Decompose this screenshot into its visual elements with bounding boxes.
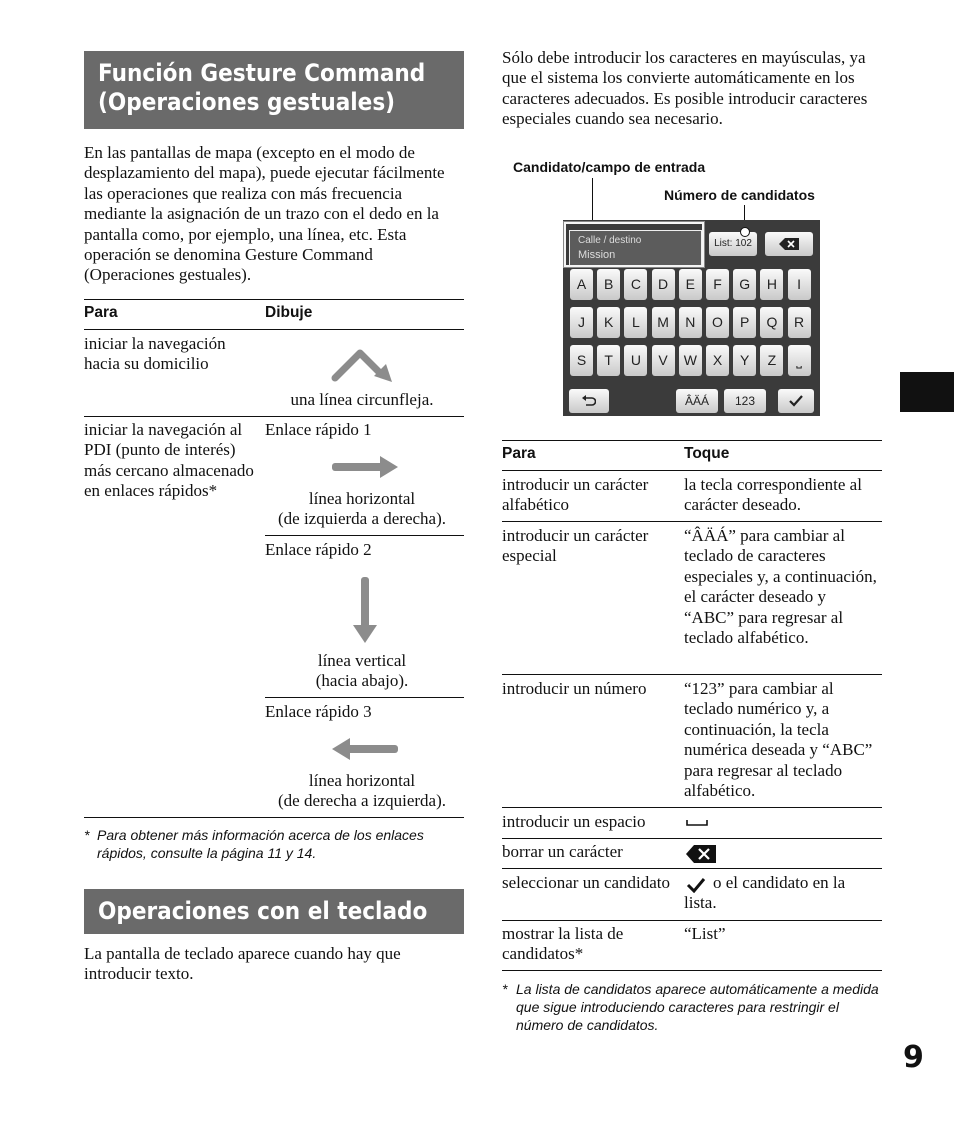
kb-header-rule bbox=[502, 470, 882, 471]
key-7[interactable]: Y bbox=[733, 345, 756, 376]
number-key[interactable]: 123 bbox=[724, 389, 766, 413]
key-7[interactable]: P bbox=[733, 307, 756, 338]
gesture-intro: En las pantallas de mapa (excepto en el modo de desplazamiento del mapa), puede ejecutar fácilmente las operaciones que realiza con más frecuencia mediante la asignación de un trazo con el dedo en la pantalla como, por ejemplo, una línea, etc. Esta operación se denomina Gesture Command (Operaciones gestuales). bbox=[84, 143, 445, 285]
link2-rule bbox=[265, 697, 464, 698]
heading-line-1: Función Gesture Command bbox=[98, 59, 426, 87]
key-9[interactable]: ⎵ bbox=[788, 345, 811, 376]
key-7[interactable]: G bbox=[733, 269, 756, 300]
link3-desc1: línea horizontal bbox=[308, 771, 416, 790]
section-heading-keyboard bbox=[84, 889, 464, 934]
kb-col-header-para: Para bbox=[502, 445, 536, 462]
kb-r2-rule bbox=[502, 674, 882, 675]
kb-r5-rule bbox=[502, 868, 882, 869]
link2-title: Enlace rápido 2 bbox=[265, 540, 372, 559]
kb-r3-toque: “123” para cambiar al teclado numérico y, a continuación, la tecla numérica deseada y “ABC” para regresar al teclado alfabético. bbox=[684, 679, 873, 801]
header-rule bbox=[84, 329, 464, 330]
keyboard-intro: La pantalla de teclado aparece cuando hay que introducir texto. bbox=[84, 944, 401, 984]
kb-r2-toque: “ÂÄÁ” para cambiar al teclado de caracteres especiales y, a continuación, el carácter deseado y “ABC” para regresar al teclado alfabético. bbox=[684, 526, 877, 648]
kb-footnote: La lista de candidatos aparece automáticamente a medida que sigue introduciendo caracteres para restringir el número de candidatos. bbox=[516, 981, 879, 1033]
key-3[interactable]: L bbox=[624, 307, 647, 338]
arrow-right-icon bbox=[330, 455, 400, 479]
circumflex-gesture-icon bbox=[330, 345, 400, 385]
right-intro: Sólo debe introducir los caracteres en mayúsculas, ya que el sistema los convierte automáticamente en los caracteres adecuados. Es posible introducir caracteres especiales cuando sea necesario. bbox=[502, 48, 868, 129]
key-5[interactable]: W bbox=[679, 345, 702, 376]
key-8[interactable]: Q bbox=[760, 307, 783, 338]
key-9[interactable]: I bbox=[788, 269, 811, 300]
kb-r5-para: borrar un carácter bbox=[502, 842, 623, 861]
key-1[interactable]: J bbox=[570, 307, 593, 338]
link1-desc1: línea horizontal bbox=[308, 489, 416, 508]
backspace-icon bbox=[779, 238, 799, 250]
callout-count-label: Número de candidatos bbox=[664, 187, 815, 203]
link3-title: Enlace rápido 3 bbox=[265, 702, 372, 721]
col-header-para: Para bbox=[84, 304, 118, 321]
chapter-tab-marker bbox=[900, 372, 954, 412]
key-2[interactable]: B bbox=[597, 269, 620, 300]
key-2[interactable]: K bbox=[597, 307, 620, 338]
key-4[interactable]: M bbox=[652, 307, 675, 338]
list-button[interactable]: List: 102 bbox=[709, 232, 757, 256]
candidate-highlight bbox=[564, 222, 704, 267]
field-label: Calle / destino bbox=[578, 235, 642, 246]
link1-rule bbox=[265, 535, 464, 536]
special-chars-key[interactable]: ÂÄÁ bbox=[676, 389, 718, 413]
kb-r1-toque: la tecla correspondiente al carácter deseado. bbox=[684, 475, 862, 515]
key-3[interactable]: U bbox=[624, 345, 647, 376]
key-5[interactable]: E bbox=[679, 269, 702, 300]
return-arrow-icon bbox=[582, 395, 596, 407]
footnote-mark: * bbox=[84, 827, 90, 843]
link1-title: Enlace rápido 1 bbox=[265, 420, 372, 439]
link3-desc2: (de derecha a izquierda). bbox=[278, 791, 446, 810]
kb-footnote-mark: * bbox=[502, 981, 508, 997]
check-icon bbox=[789, 395, 803, 407]
table-top-rule bbox=[84, 299, 464, 300]
kb-r7-toque: “List” bbox=[684, 924, 726, 943]
key-6[interactable]: X bbox=[706, 345, 729, 376]
kb-table-top-rule bbox=[502, 440, 882, 441]
key-8[interactable]: H bbox=[760, 269, 783, 300]
kb-r6-rule bbox=[502, 920, 882, 921]
table-bottom-rule bbox=[84, 817, 464, 818]
row1-rule bbox=[84, 416, 464, 417]
gesture-footnote: Para obtener más información acerca de los enlaces rápidos, consulte la página 11 y 14. bbox=[97, 827, 424, 861]
key-1[interactable]: A bbox=[570, 269, 593, 300]
heading-keyboard-text: Operaciones con el teclado bbox=[98, 897, 428, 925]
kb-r6-para: seleccionar un candidato bbox=[502, 873, 671, 892]
kb-r2-para: introducir un carácter especial bbox=[502, 526, 649, 566]
key-8[interactable]: Z bbox=[760, 345, 783, 376]
delete-key-icon bbox=[686, 845, 716, 863]
kb-r6-toque: o el candidato en la lista. bbox=[684, 873, 846, 913]
key-9[interactable]: R bbox=[788, 307, 811, 338]
callout-count-dot bbox=[740, 227, 750, 237]
key-4[interactable]: D bbox=[652, 269, 675, 300]
key-6[interactable]: F bbox=[706, 269, 729, 300]
kb-table-bottom-rule bbox=[502, 970, 882, 971]
row2-para: iniciar la navegación al PDI (punto de interés) más cercano almacenado en enlaces rápidos* bbox=[84, 420, 254, 501]
kb-r7-para: mostrar la lista de candidatos* bbox=[502, 924, 624, 964]
key-4[interactable]: V bbox=[652, 345, 675, 376]
section-heading-gesture bbox=[84, 51, 464, 129]
kb-r3-para: introducir un número bbox=[502, 679, 647, 698]
kb-r1-para: introducir un carácter alfabético bbox=[502, 475, 649, 515]
kb-r4-rule bbox=[502, 838, 882, 839]
key-5[interactable]: N bbox=[679, 307, 702, 338]
kb-r4-para: introducir un espacio bbox=[502, 812, 646, 831]
kb-r3-rule bbox=[502, 807, 882, 808]
arrow-down-icon bbox=[352, 575, 378, 645]
link2-desc1: línea vertical bbox=[317, 651, 407, 670]
key-2[interactable]: T bbox=[597, 345, 620, 376]
row1-dibuje: una línea circunfleja. bbox=[290, 390, 434, 409]
page-number: 9 bbox=[903, 1040, 924, 1075]
back-key[interactable] bbox=[569, 389, 609, 413]
row1-para: iniciar la navegación hacia su domicilio bbox=[84, 334, 226, 374]
kb-r1-rule bbox=[502, 521, 882, 522]
callout-candidate-label: Candidato/campo de entrada bbox=[513, 159, 706, 175]
delete-key[interactable] bbox=[765, 232, 813, 256]
arrow-left-icon bbox=[330, 737, 400, 761]
kb-col-header-toque: Toque bbox=[684, 445, 730, 462]
link2-desc2: (hacia abajo). bbox=[315, 671, 409, 690]
key-1[interactable]: S bbox=[570, 345, 593, 376]
key-6[interactable]: O bbox=[706, 307, 729, 338]
key-3[interactable]: C bbox=[624, 269, 647, 300]
ok-key[interactable] bbox=[778, 389, 814, 413]
heading-line-2: (Operaciones gestuales) bbox=[98, 88, 396, 116]
callout-candidate-line bbox=[592, 178, 593, 222]
space-key-icon bbox=[686, 818, 708, 828]
field-value: Mission bbox=[578, 249, 616, 261]
link1-desc2: (de izquierda a derecha). bbox=[278, 509, 446, 528]
col-header-dibuje: Dibuje bbox=[265, 304, 313, 321]
